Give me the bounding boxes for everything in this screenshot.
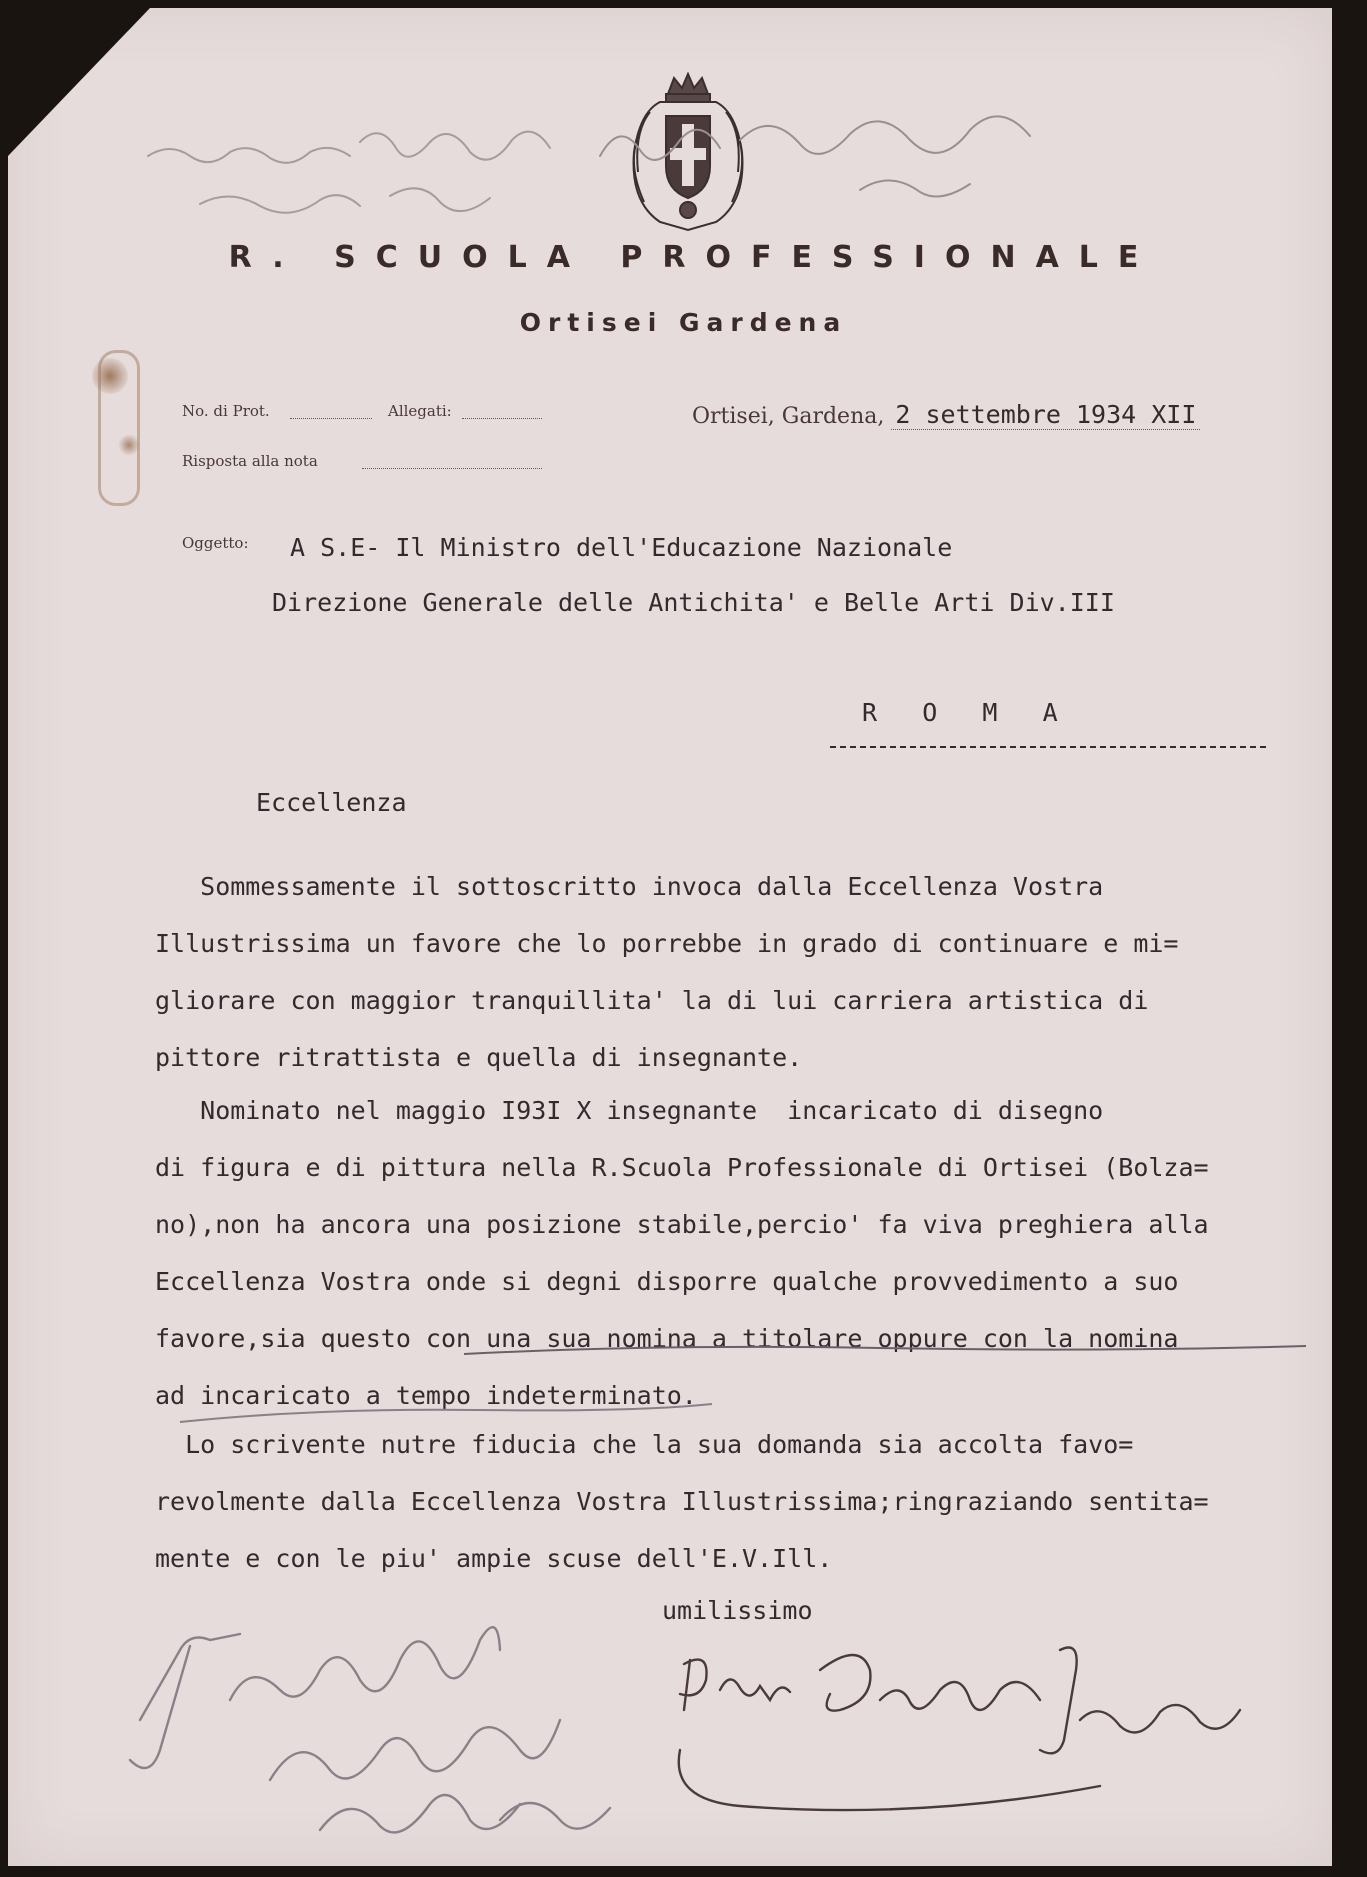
recipient-line-1: A S.E- Il Ministro dell'Educazione Nazionale <box>290 533 953 562</box>
body-line: Eccellenza Vostra onde si degni disporre qualche provvedimento a suo <box>155 1267 1179 1296</box>
body-paragraph-3 <box>155 1416 1335 1587</box>
allegati-field <box>462 418 542 419</box>
body-line: revolmente dalla Eccellenza Vostra Illustrissima;ringraziando sentita= <box>155 1487 1209 1516</box>
pencil-mark <box>176 1390 716 1430</box>
body-line: pittore ritrattista e quella di insegnante. <box>155 1043 803 1072</box>
body-line: no),non ha ancora una posizione stabile,percio' fa viva preghiera alla <box>155 1210 1209 1239</box>
body-paragraph-1 <box>155 858 1335 1086</box>
body-paragraph-2 <box>155 1082 1335 1424</box>
body-line: gliorare con maggior tranquillita' la di lui carriera artistica di <box>155 986 1149 1015</box>
place-label: Ortisei, Gardena, <box>692 404 885 429</box>
paperclip-mark <box>98 350 140 506</box>
risposta-label: Risposta alla nota <box>182 452 318 470</box>
city-underline <box>830 746 1266 748</box>
prot-label: No. di Prot. <box>182 402 270 420</box>
salutation: Eccellenza <box>256 788 407 817</box>
body-line: di figura e di pittura nella R.Scuola Professionale di Ortisei (Bolza= <box>155 1153 1209 1182</box>
recipient-line-2: Direzione Generale delle Antichita' e Belle Arti Div.III <box>272 588 1115 617</box>
closing: umilissimo <box>662 1596 813 1625</box>
body-line: mente e con le piu' ampie scuse dell'E.V.Ill. <box>155 1544 833 1573</box>
signature <box>660 1630 1260 1830</box>
handwritten-note-top-right <box>560 100 1060 210</box>
prot-field <box>290 418 372 419</box>
oggetto-label: Oggetto: <box>182 534 249 552</box>
body-line: Illustrissima un favore che lo porrebbe in grado di continuare e mi= <box>155 929 1179 958</box>
allegati-label: Allegati: <box>388 402 452 420</box>
body-line: ad incaricato a tempo indeterminato. <box>155 1381 697 1410</box>
body-line: Sommessamente il sottoscritto invoca dalla Eccellenza Vostra <box>155 872 1104 901</box>
pencil-underline <box>460 1338 1310 1362</box>
body-line: Lo scrivente nutre fiducia che la sua domanda sia accolta favo= <box>155 1430 1134 1459</box>
body-line: favore,sia questo con una sua nomina a titolare oppure con la nomina <box>155 1324 1179 1353</box>
letter-date: 2 settembre 1934 XII <box>891 400 1200 430</box>
body-line: Nominato nel maggio I93I X insegnante incaricato di disegno <box>155 1096 1104 1125</box>
school-name: R. SCUOLA PROFESSIONALE <box>228 240 1159 275</box>
risposta-field <box>362 468 542 469</box>
recipient-city: R O M A <box>862 698 1058 727</box>
pencil-note-bottom-left <box>120 1580 640 1860</box>
place-date-line <box>692 400 1200 429</box>
school-town: Ortisei Gardena <box>519 308 848 337</box>
